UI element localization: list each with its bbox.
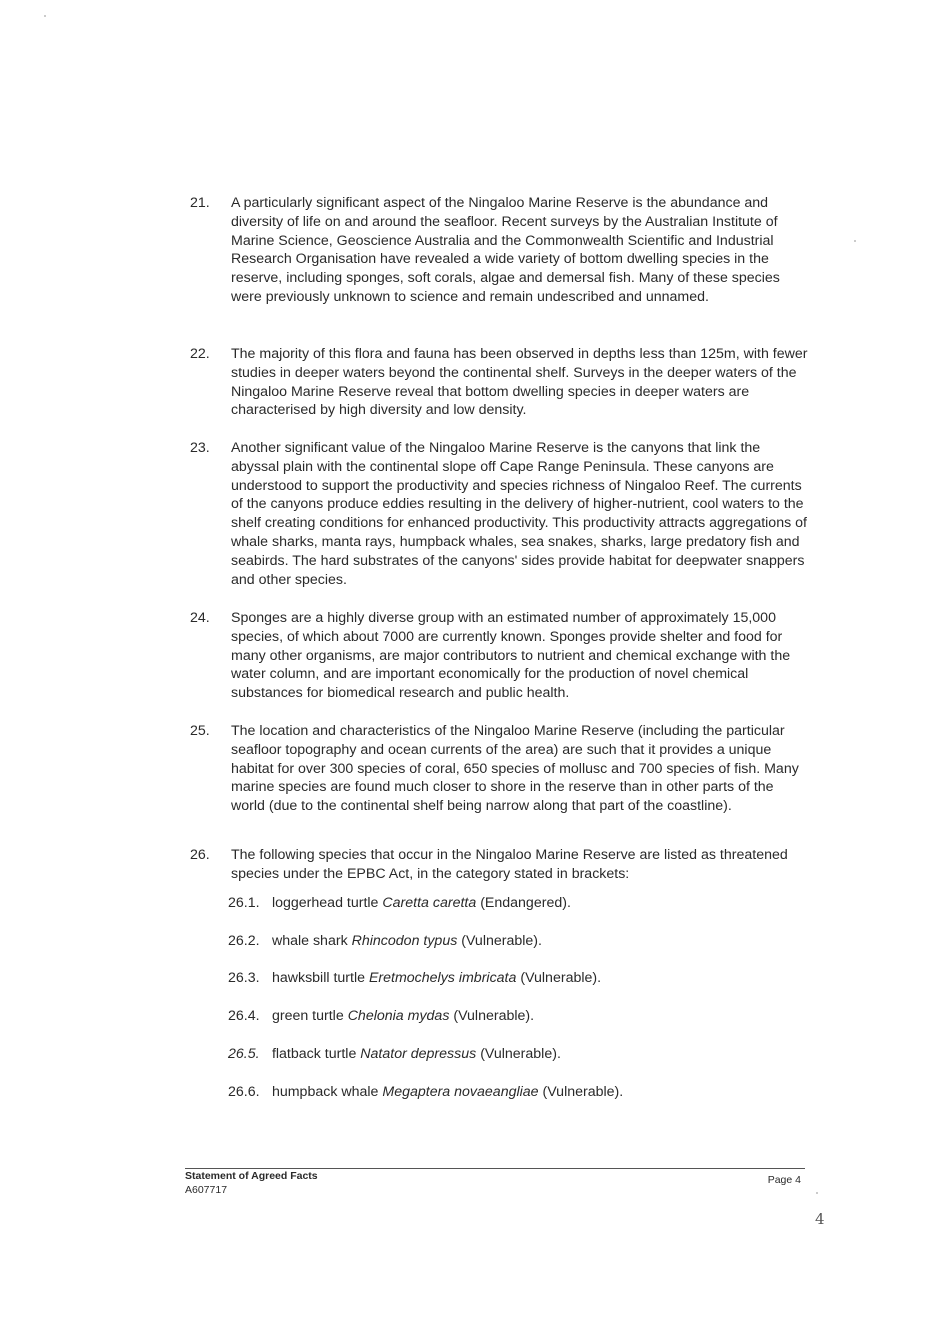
paragraph-number: 24. [190,610,210,626]
species-scientific-name: Rhincodon typus [351,933,458,949]
paragraph-number: 26. [190,847,210,863]
paragraph-24 [190,609,810,703]
scan-speck [816,1192,818,1194]
species-number: 26.4. [228,1008,260,1024]
species-scientific-name: Chelonia mydas [347,1008,450,1024]
species-item [228,1045,561,1064]
paragraph-number: 25. [190,723,210,739]
paragraph-22 [190,345,810,420]
species-common-name: hawksbill turtle [271,970,365,986]
handwritten-page-number: 4 [815,1210,825,1228]
paragraph-text: A particularly significant aspect of the Ningaloo Marine Reserve is the abundance and diversity of life on and around the seafloor. Recent surveys by the Australian Institute of Marine Science, Geoscience Australia and the Commonwealth Scientific and Industrial Research Organisation have revealed a wide variety of bottom dwelling species in the reserve, including sponges, soft corals, algae and demersal fish. Many of these species were previously unknown to science and remain undescribed and unnamed. [231,195,780,305]
species-status: (Vulnerable). [480,1046,561,1062]
species-scientific-name: Caretta caretta [382,895,477,911]
paragraph-number: 23. [190,440,210,456]
species-number: 26.2. [228,933,260,949]
species-status: (Vulnerable). [453,1008,535,1024]
species-common-name: green turtle [271,1008,344,1024]
species-scientific-name: Natator depressus [360,1046,477,1062]
paragraph-number: 22. [190,346,210,362]
paragraph-26 [190,846,810,884]
species-common-name: flatback turtle [271,1046,357,1062]
footer-rule [185,1168,805,1169]
species-status: (Vulnerable). [542,1084,624,1100]
scan-speck [854,240,856,242]
species-common-name: loggerhead turtle [271,895,379,911]
species-status: (Endangered). [480,895,571,911]
species-status: (Vulnerable). [520,970,602,986]
species-item [228,1007,534,1026]
paragraph-number: 21. [190,195,210,211]
paragraph-text: The location and characteristics of the Ningaloo Marine Reserve (including the particular seafloor topography and ocean currents of the area) are such that it provides a unique habitat for over 300 species of coral, 650 species of mollusc and 700 species of fish. Many marine species are found much closer to shore in the reserve than in other parts of the world (due to the continental shelf being narrow along that part of the coastline). [231,723,799,815]
species-scientific-name: Eretmochelys imbricata [368,970,517,986]
footer-page-number: Page 4 [767,1174,801,1186]
species-item [228,1083,623,1102]
paragraph-21 [190,194,810,307]
species-number: 26.3. [228,970,260,986]
paragraph-25 [190,722,810,816]
paragraph-text: Another significant value of the Ningaloo Marine Reserve is the canyons that link the abyssal plain with the continental slope off Cape Range Peninsula. These canyons are understood to support the productivity and species richness of Ningaloo Reef. The currents of the canyons produce eddies resulting in the delivery of higher-nutrient, cool waters to the shelf creating conditions for enhanced productivity. This productivity attracts aggregations of whale sharks, manta rays, humpback whales, sea snakes, sharks, large predatory fish and seabirds. The hard substrates of the canyons' sides provide habitat for deepwater snappers and other species. [231,440,807,588]
species-scientific-name: Megaptera novaeangliae [382,1084,539,1100]
footer-reference: A607717 [185,1184,228,1196]
species-status: (Vulnerable). [461,933,542,949]
paragraph-text: Sponges are a highly diverse group with an estimated number of approximately 15,000 species, of which about 7000 are currently known. Sponges provide shelter and food for many other organisms, are major contributors to nutrient and chemical exchange with the water column, and are important economically for the production of novel chemical substances for biomedical research and public health. [231,610,791,702]
paragraph-text: The following species that occur in the Ningaloo Marine Reserve are listed as threatened species under the EPBC Act, in the category stated in brackets: [231,847,788,882]
species-item [228,932,542,951]
species-item [228,894,571,913]
footer-title: Statement of Agreed Facts [185,1170,318,1182]
species-common-name: humpback whale [271,1084,379,1100]
species-number: 26.1. [228,895,260,911]
paragraph-23 [190,439,810,589]
paragraph-text: The majority of this flora and fauna has been observed in depths less than 125m, with fewer studies in deeper waters beyond the continental shelf. Surveys in the deeper waters of the Ningaloo Marine Reserve reveal that bottom dwelling species in deeper waters are characterised by high diversity and low density. [231,346,808,419]
scan-speck [44,15,46,17]
species-item [228,969,601,988]
species-number: 26.5. [228,1046,260,1062]
species-number: 26.6. [228,1084,260,1100]
species-common-name: whale shark [271,933,348,949]
